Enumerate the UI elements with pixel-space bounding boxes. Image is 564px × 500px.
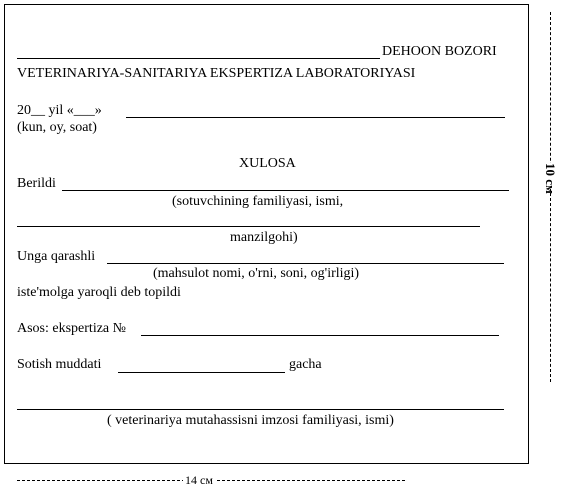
- issued-hint-2: manzilgohi): [230, 230, 298, 245]
- issued-line[interactable]: [62, 190, 509, 191]
- date-line[interactable]: [126, 117, 505, 118]
- market-name-line[interactable]: [17, 58, 380, 59]
- against-hint: (mahsulot nomi, o'rni, soni, og'irligi): [153, 266, 360, 281]
- deadline-label: Sotish muddati: [17, 357, 102, 372]
- signature-line[interactable]: [17, 409, 504, 410]
- issued-hint-1: (sotuvchining familiyasi, ismi,: [172, 194, 344, 209]
- date-hint: (kun, oy, soat): [17, 120, 97, 135]
- date-year-label: 20__ yil «___»: [17, 103, 102, 118]
- basis-line[interactable]: [141, 335, 499, 336]
- verdict-text: iste'molga yaroqli deb topildi: [17, 285, 181, 300]
- width-dimension-label: 14 см: [185, 473, 213, 487]
- laboratory-title: VETERINARIYA-SANITARIYA EKSPERTIZA LABORATORIYASI: [17, 66, 416, 81]
- document-title: XULOSA: [239, 156, 296, 171]
- height-dimension-line: [550, 12, 551, 382]
- basis-label: Asos: ekspertiza №: [17, 321, 126, 336]
- against-label: Unga qarashli: [17, 249, 96, 264]
- signature-hint: ( veterinariya mutahassisni imzosi familiyasi, ismi): [107, 413, 394, 428]
- deadline-suffix: gacha: [289, 357, 322, 372]
- height-dimension-label: 10 см: [543, 163, 558, 194]
- against-line[interactable]: [107, 263, 504, 264]
- issued-label: Berildi: [17, 176, 56, 191]
- issued-line-2[interactable]: [17, 226, 480, 227]
- deadline-line[interactable]: [118, 372, 285, 373]
- market-label: DEHOON BOZORI: [382, 44, 497, 59]
